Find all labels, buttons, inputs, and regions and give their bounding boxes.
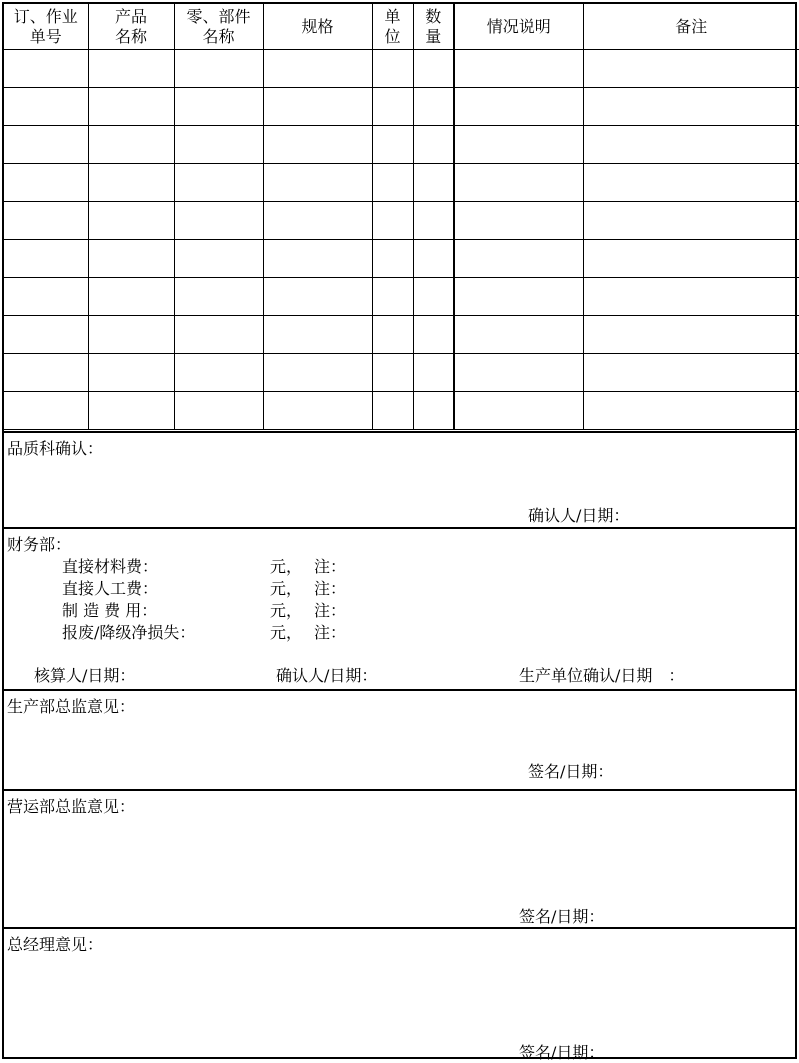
table-cell[interactable]	[583, 278, 799, 316]
fee-label: 制 造 费 用：	[62, 601, 158, 620]
table-cell[interactable]	[263, 50, 372, 88]
fee-label: 直接人工费：	[62, 579, 159, 598]
table-cell[interactable]	[174, 88, 263, 126]
form-page	[2, 2, 797, 1062]
table-row	[4, 50, 799, 88]
table-cell[interactable]	[583, 392, 799, 430]
header-spec: 规格	[263, 4, 372, 50]
table-cell[interactable]	[263, 278, 372, 316]
table-row	[4, 240, 799, 278]
general-manager-title: 总经理意见：	[7, 935, 104, 954]
table-cell[interactable]	[88, 240, 174, 278]
header-remarks: 备注	[583, 4, 799, 50]
table-cell[interactable]	[174, 392, 263, 430]
fee-note: 注：	[314, 623, 347, 642]
table-cell[interactable]	[583, 316, 799, 354]
table-cell[interactable]	[263, 88, 372, 126]
table-cell[interactable]	[174, 126, 263, 164]
table-cell[interactable]	[263, 240, 372, 278]
table-cell[interactable]	[88, 354, 174, 392]
table-cell[interactable]	[583, 126, 799, 164]
table-cell[interactable]	[413, 278, 454, 316]
table-cell[interactable]	[4, 240, 88, 278]
table-cell[interactable]	[454, 50, 583, 88]
fee-label: 报废/降级净损失：	[62, 623, 196, 642]
table-cell[interactable]	[88, 392, 174, 430]
production-confirm-label: 生产单位确认/日期 ：	[519, 666, 685, 685]
table-cell[interactable]	[4, 164, 88, 202]
table-cell[interactable]	[263, 354, 372, 392]
table-cell[interactable]	[4, 392, 88, 430]
table-cell[interactable]	[583, 240, 799, 278]
fee-note: 注：	[314, 557, 347, 576]
header-unit: 单 位	[372, 4, 413, 50]
table-cell[interactable]	[413, 88, 454, 126]
table-cell[interactable]	[174, 164, 263, 202]
table-cell[interactable]	[263, 126, 372, 164]
table-cell[interactable]	[88, 316, 174, 354]
table-cell[interactable]	[174, 50, 263, 88]
quality-confirm-label: 确认人/日期：	[528, 506, 630, 525]
table-row	[4, 126, 799, 164]
header-quantity: 数 量	[413, 4, 454, 50]
table-cell[interactable]	[454, 126, 583, 164]
table-cell[interactable]	[4, 126, 88, 164]
general-manager-sign: 签名/日期：	[519, 1043, 605, 1062]
table-cell[interactable]	[174, 316, 263, 354]
table-cell[interactable]	[372, 316, 413, 354]
table-cell[interactable]	[4, 354, 88, 392]
fee-unit: 元，	[270, 623, 303, 642]
table-row	[4, 392, 799, 430]
fee-unit: 元，	[270, 557, 303, 576]
table-row	[4, 88, 799, 126]
table-cell[interactable]	[583, 50, 799, 88]
table-cell[interactable]	[583, 164, 799, 202]
table-cell[interactable]	[88, 202, 174, 240]
production-director-title: 生产部总监意见：	[7, 697, 136, 716]
table-cell[interactable]	[372, 392, 413, 430]
fee-row-manufacturing	[62, 598, 462, 620]
table-row	[4, 316, 799, 354]
production-director-sign: 签名/日期：	[528, 762, 614, 781]
table-cell[interactable]	[263, 164, 372, 202]
table-cell[interactable]	[413, 164, 454, 202]
header-order-number: 订、作业 单号	[4, 4, 88, 50]
table-cell[interactable]	[88, 278, 174, 316]
table-row	[4, 278, 799, 316]
table-cell[interactable]	[4, 202, 88, 240]
header-description: 情况说明	[454, 4, 583, 50]
table-cell[interactable]	[88, 88, 174, 126]
table-cell[interactable]	[174, 240, 263, 278]
operations-director-section	[4, 789, 795, 927]
table-cell[interactable]	[88, 126, 174, 164]
table-cell[interactable]	[454, 240, 583, 278]
finance-confirm-label: 确认人/日期：	[276, 666, 378, 685]
table-row	[4, 354, 799, 392]
header-product-name: 产品 名称	[88, 4, 174, 50]
table-cell[interactable]	[372, 50, 413, 88]
fee-note: 注：	[314, 601, 347, 620]
fee-unit: 元，	[270, 579, 303, 598]
table-cell[interactable]	[4, 88, 88, 126]
table-cell[interactable]	[372, 126, 413, 164]
table-cell[interactable]	[454, 88, 583, 126]
quality-title: 品质科确认：	[7, 439, 104, 458]
table-cell[interactable]	[454, 392, 583, 430]
table-row	[4, 164, 799, 202]
table-cell[interactable]	[413, 202, 454, 240]
table-cell[interactable]	[263, 316, 372, 354]
accountant-label: 核算人/日期：	[34, 666, 136, 685]
table-cell[interactable]	[88, 50, 174, 88]
fee-row-material	[62, 554, 462, 576]
table-cell[interactable]	[454, 202, 583, 240]
table-cell[interactable]	[413, 50, 454, 88]
table-body	[4, 50, 799, 430]
table-cell[interactable]	[413, 240, 454, 278]
table-cell[interactable]	[583, 202, 799, 240]
table-cell[interactable]	[88, 164, 174, 202]
table-cell[interactable]	[263, 392, 372, 430]
table-cell[interactable]	[372, 202, 413, 240]
fee-unit: 元，	[270, 601, 303, 620]
order-table	[4, 4, 799, 430]
fee-label: 直接材料费：	[62, 557, 159, 576]
finance-title: 财务部：	[7, 535, 72, 554]
table-row	[4, 202, 799, 240]
table-cell[interactable]	[174, 354, 263, 392]
table-cell[interactable]	[372, 164, 413, 202]
table-cell[interactable]	[583, 354, 799, 392]
finance-section	[4, 527, 795, 689]
operations-director-title: 营运部总监意见：	[7, 797, 136, 816]
table-cell[interactable]	[174, 278, 263, 316]
table-cell[interactable]	[454, 316, 583, 354]
table-header-row	[4, 4, 799, 50]
table-cell[interactable]	[372, 354, 413, 392]
table-cell[interactable]	[4, 316, 88, 354]
fee-note: 注：	[314, 579, 347, 598]
table-cell[interactable]	[413, 126, 454, 164]
table-cell[interactable]	[4, 50, 88, 88]
table-cell[interactable]	[413, 392, 454, 430]
quality-section	[4, 431, 795, 527]
table-cell[interactable]	[263, 202, 372, 240]
table-cell[interactable]	[372, 240, 413, 278]
table-cell[interactable]	[413, 316, 454, 354]
table-cell[interactable]	[4, 278, 88, 316]
table-cell[interactable]	[454, 354, 583, 392]
table-cell[interactable]	[454, 164, 583, 202]
table-cell[interactable]	[372, 88, 413, 126]
table-cell[interactable]	[413, 354, 454, 392]
operations-director-sign: 签名/日期：	[519, 907, 605, 926]
table-cell[interactable]	[583, 88, 799, 126]
table-cell[interactable]	[454, 278, 583, 316]
production-director-section	[4, 689, 795, 789]
table-cell[interactable]	[372, 278, 413, 316]
table-cell[interactable]	[174, 202, 263, 240]
fee-row-labor	[62, 576, 462, 598]
general-manager-section	[4, 927, 795, 1062]
fee-row-scrap-loss	[62, 620, 462, 642]
header-part-name: 零、部件 名称	[174, 4, 263, 50]
